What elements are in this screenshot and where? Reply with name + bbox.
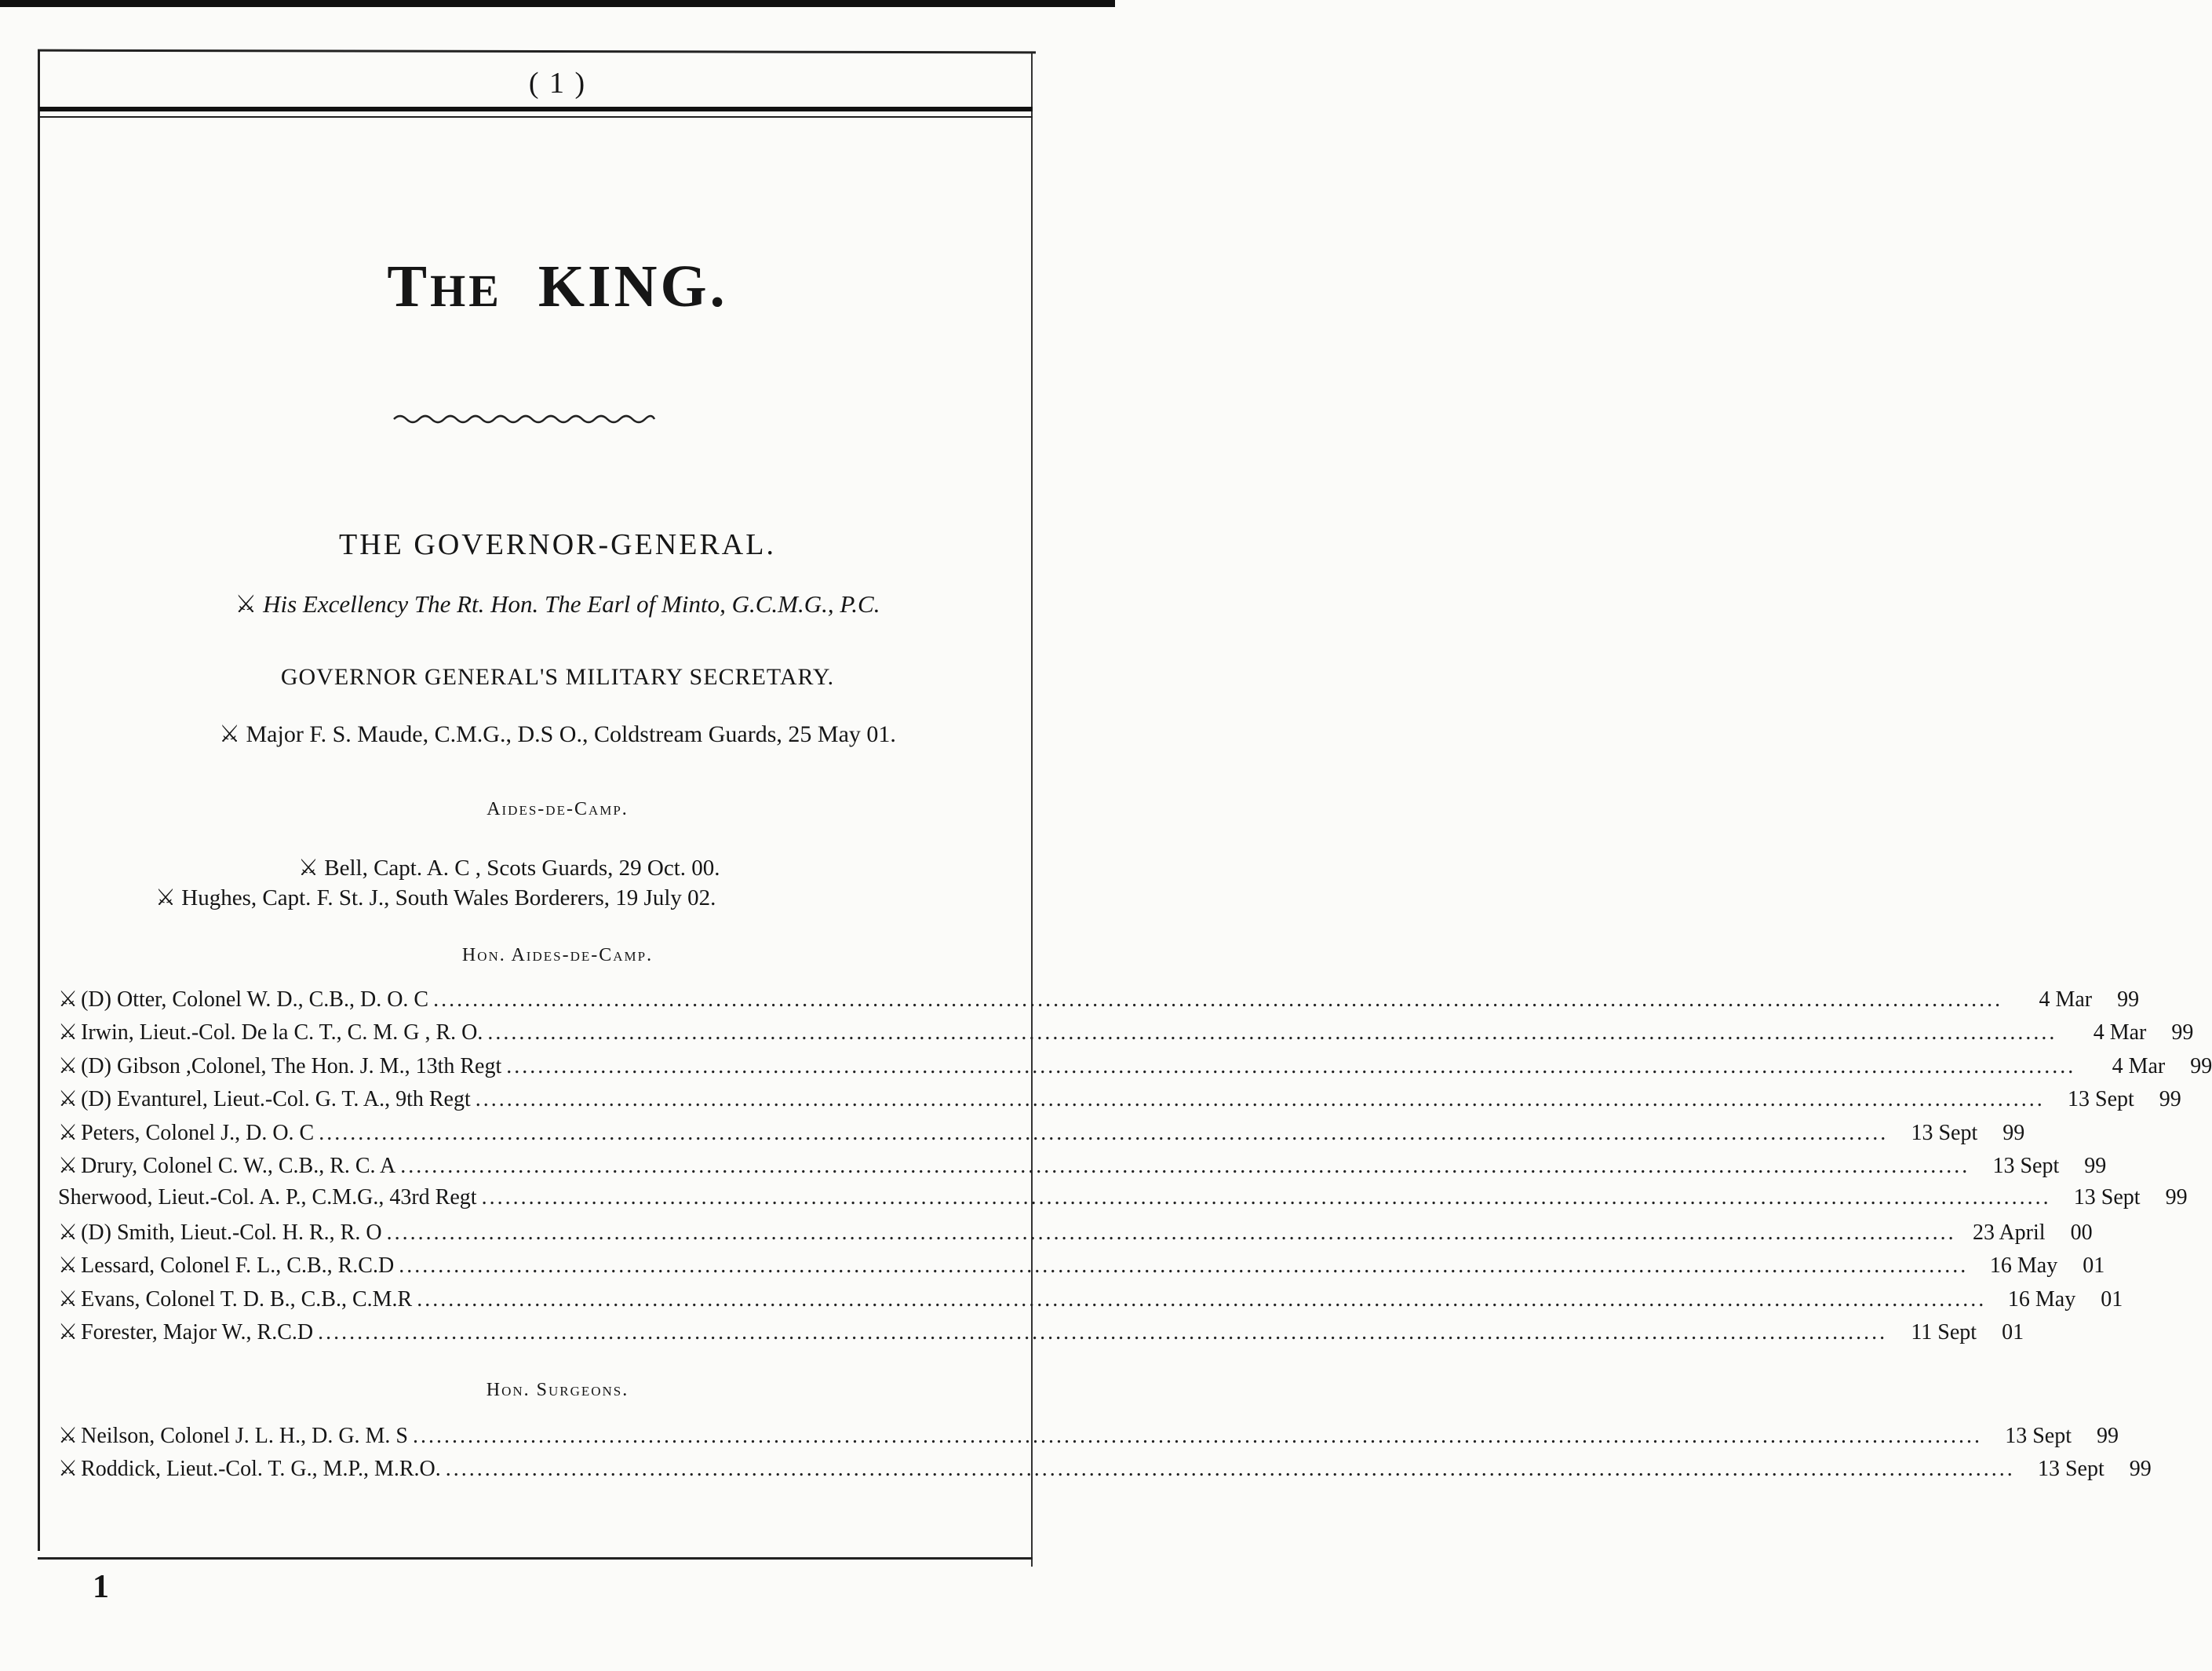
crossed-swords-icon: ⚔ [219,721,240,747]
entry-name: (D) Otter, Colonel W. D., C.B., D. O. C [81,987,429,1012]
list-item [58,1422,2119,1454]
entry-name: Neilson, Colonel J. L. H., D. G. M. S [81,1424,409,1448]
list-item [58,1185,2188,1217]
list-item [58,1085,2181,1117]
header-thick-rule [39,107,1033,111]
crossed-swords-icon: ⚔ [235,590,257,618]
dot-leader: ........................................................................................................................................................................................................ [481,1185,2051,1210]
dot-leader: ........................................................................................................................................................................................................ [318,1320,1888,1344]
list-item [58,1152,2107,1184]
aides-de-camp-heading: Aides-de-Camp. [486,799,629,819]
entry-year: 99 [2129,1457,2152,1482]
aide-de-camp-name: Bell, Capt. A. C , Scots Guards, 29 Oct. 00. [324,856,720,881]
dot-leader: ........................................................................................................................................................................................................ [400,1154,1970,1178]
entry-year: 99 [2117,987,2140,1012]
entry-name: Sherwood, Lieut.-Col. A. P., C.M.G., 43rd Regt [58,1185,477,1210]
crossed-swords-icon: ⚔ [58,987,78,1012]
entry-date: 13 Sept [1911,1120,1978,1145]
dot-leader: ........................................................................................................................................................................................................ [475,1087,2045,1112]
entry-year: 01 [2002,1320,2024,1344]
entry-name: Peters, Colonel J., D. O. C [81,1120,315,1145]
crossed-swords-icon: ⚔ [58,1020,78,1045]
dot-leader: ........................................................................................................................................................................................................ [319,1120,1889,1145]
crossed-swords-icon: ⚔ [155,885,176,910]
governor-general-entry [0,590,1115,618]
entry-year: 99 [2165,1185,2188,1210]
list-item [58,1319,2024,1350]
dot-leader: ........................................................................................................................................................................................................ [386,1220,1956,1245]
header-thin-rule [39,116,1033,118]
entry-date: 13 Sept [2037,1457,2104,1482]
page-number: ( 1 ) [528,67,587,100]
crossed-swords-icon: ⚔ [58,1087,78,1112]
entry-year: 99 [2084,1154,2107,1178]
entry-date: 13 Sept [2005,1424,2072,1448]
crossed-swords-icon: ⚔ [58,1320,78,1344]
list-item [58,1286,2123,1317]
aide-de-camp-name: Hughes, Capt. F. St. J., South Wales Borderers, 19 July 02. [181,885,716,910]
title-initial: T [387,254,431,319]
title-king: KING. [538,254,728,319]
entry-name: (D) Evanturel, Lieut.-Col. G. T. A., 9th Regt [81,1087,471,1112]
list-item [58,1219,2093,1250]
frame-top-rule [38,49,1036,54]
crossed-swords-icon: ⚔ [58,1154,78,1178]
entry-year: 99 [2190,1053,2212,1078]
military-secretary-heading: GOVERNOR GENERAL'S MILITARY SECRETARY. [280,664,835,690]
signature-number: 1 [93,1569,109,1605]
crossed-swords-icon: ⚔ [298,856,319,881]
dot-leader: ........................................................................................................................................................................................................ [506,1053,2076,1078]
governor-general-heading: THE GOVERNOR-GENERAL. [339,528,776,561]
page-title [0,253,1115,321]
entry-date: 13 Sept [2073,1185,2141,1210]
entry-year: 99 [2159,1087,2181,1112]
crossed-swords-icon: ⚔ [58,1053,78,1078]
entry-date: 4 Mar [2093,1020,2147,1045]
governor-general-name: His Excellency The Rt. Hon. The Earl of Minto, G.C.M.G., P.C. [263,590,880,618]
dot-leader: ........................................................................................................................................................................................................ [417,1286,1987,1312]
military-secretary-name: Major F. S. Maude, C.M.G., D.S O., Coldstream Guards, 25 May 01. [246,721,896,747]
entry-name: Roddick, Lieut.-Col. T. G., M.P., M.R.O. [81,1457,441,1482]
entry-year: 99 [2171,1020,2194,1045]
aide-de-camp-entry [298,854,720,881]
title-the-rest: HE [430,265,502,316]
wave-ornament-divider [392,411,656,425]
entry-date: 4 Mar [2112,1053,2166,1078]
crossed-swords-icon: ⚔ [58,1286,78,1312]
entry-date: 23 April [1973,1220,2046,1245]
dot-leader: ........................................................................................................................................................................................................ [487,1020,2057,1045]
list-item [58,1119,2025,1151]
list-item [58,1053,2212,1084]
dot-leader: ........................................................................................................................................................................................................ [413,1424,1983,1448]
hon-surgeons-heading: Hon. Surgeons. [486,1380,629,1400]
crossed-swords-icon: ⚔ [58,1120,78,1145]
entry-year: 00 [2070,1220,2093,1245]
crossed-swords-icon: ⚔ [58,1424,78,1448]
entry-name: Irwin, Lieut.-Col. De la C. T., C. M. G , R. O. [81,1020,483,1045]
entry-date: 13 Sept [2068,1087,2134,1112]
entry-date: 13 Sept [1992,1154,2060,1178]
entry-name: Lessard, Colonel F. L., C.B., R.C.D [81,1253,395,1279]
entry-name: (D) Smith, Lieut.-Col. H. R., R. O [81,1220,382,1245]
entry-date: 4 Mar [2039,987,2093,1012]
entry-year: 01 [2101,1286,2123,1312]
aide-de-camp-entry [155,884,716,911]
entry-name: Evans, Colonel T. D. B., C.B., C.M.R [81,1286,413,1312]
dot-leader: ........................................................................................................................................................................................................ [433,987,2003,1012]
entry-date: 11 Sept [1911,1320,1977,1344]
crossed-swords-icon: ⚔ [58,1253,78,1279]
frame-bottom-rule [38,1557,1033,1560]
entry-name: Drury, Colonel C. W., C.B., R. C. A [81,1154,396,1178]
entry-date: 16 May [2007,1286,2076,1312]
dot-leader: ........................................................................................................................................................................................................ [399,1253,1969,1279]
entry-date: 16 May [1989,1253,2058,1279]
list-item [58,1019,2194,1050]
entry-year: 99 [2097,1424,2119,1448]
crossed-swords-icon: ⚔ [58,1220,78,1245]
list-item [58,1252,2105,1283]
entry-name: Forester, Major W., R.C.D [81,1320,314,1344]
crossed-swords-icon: ⚔ [58,1457,78,1482]
scan-edge [0,0,1115,7]
list-item [58,1455,2152,1487]
hon-aides-de-camp-heading: Hon. Aides-de-Camp. [461,945,654,965]
entry-year: 01 [2083,1253,2105,1279]
list-item [58,986,2140,1017]
dot-leader: ........................................................................................................................................................................................................ [445,1457,2015,1482]
entry-name: (D) Gibson ,Colonel, The Hon. J. M., 13th Regt [81,1053,502,1078]
entry-year: 99 [2002,1120,2025,1145]
military-secretary-entry [0,721,1115,748]
